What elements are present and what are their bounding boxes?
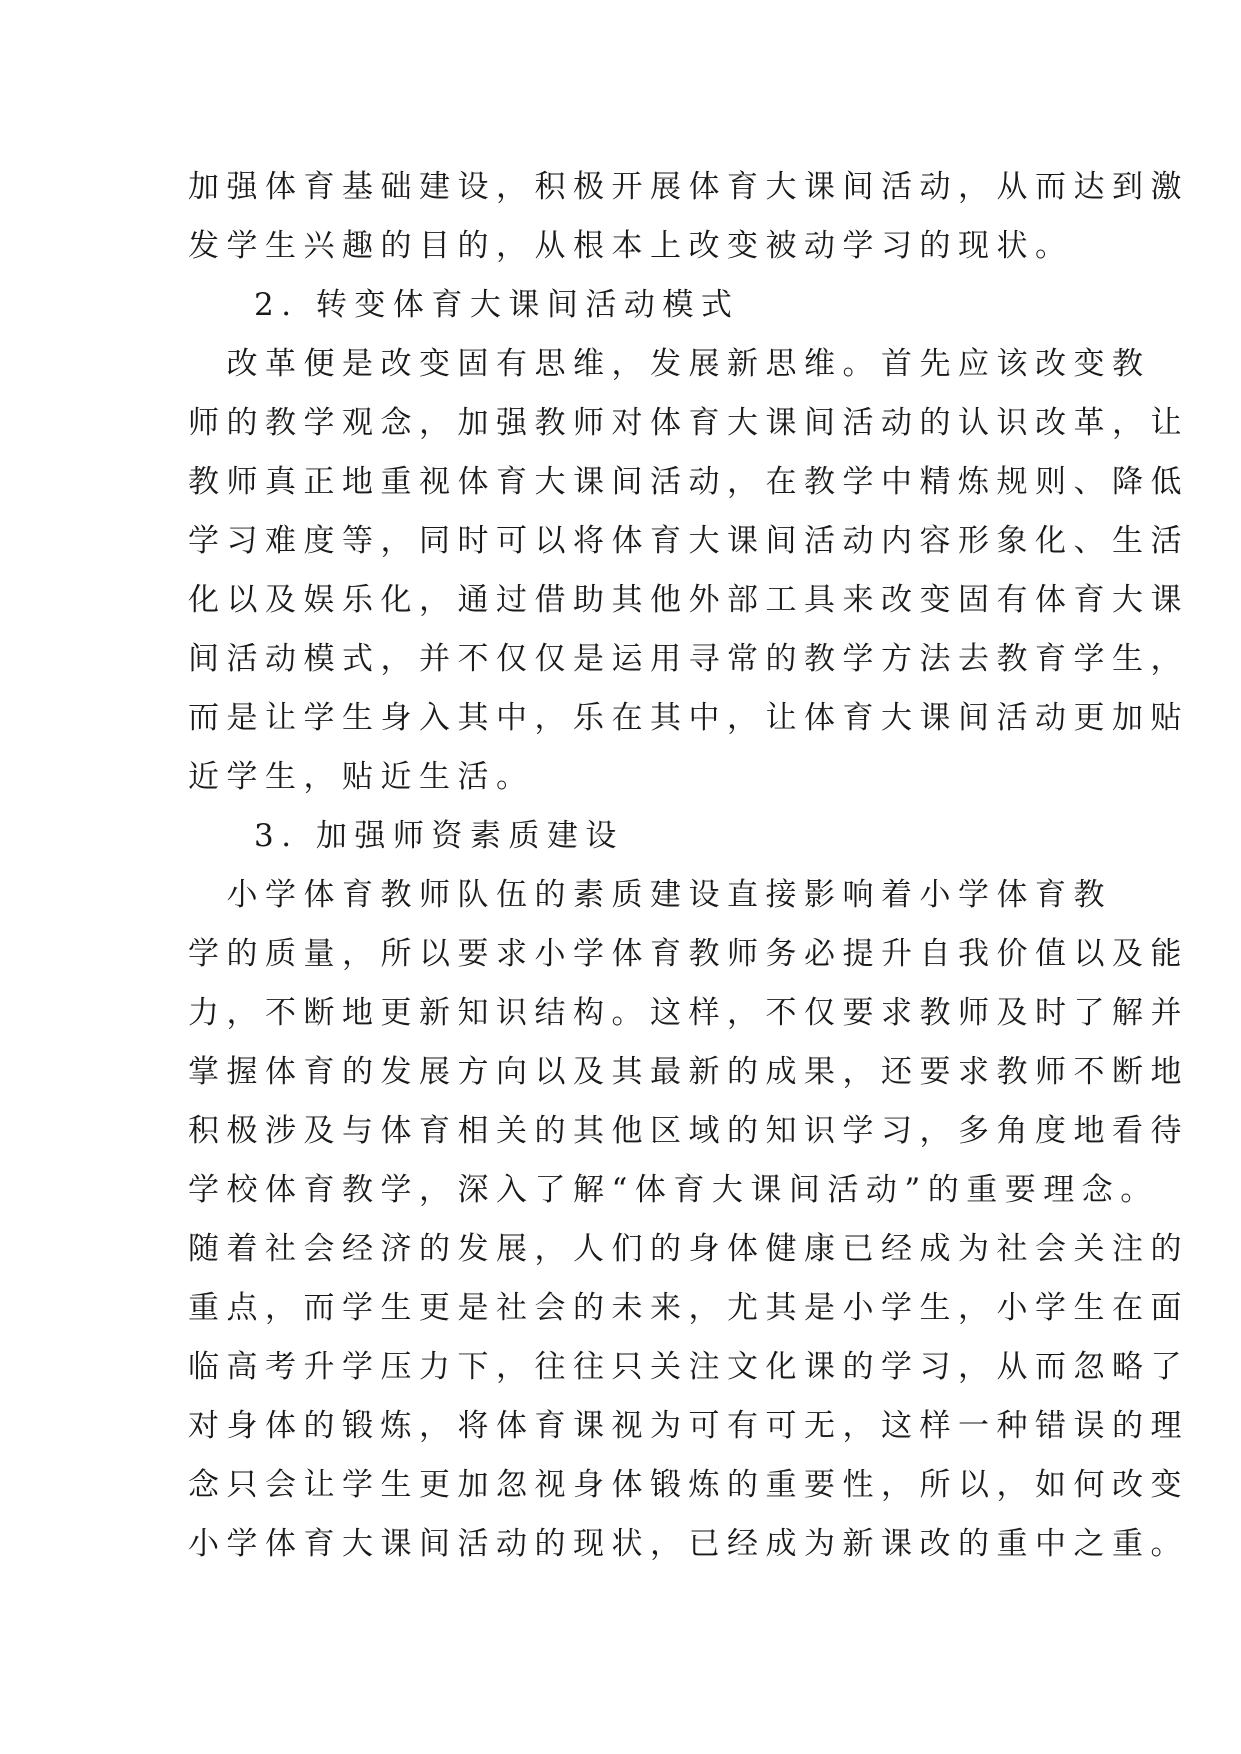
text-line: 小学体育教师队伍的素质建设直接影响着小学体育教 [188, 877, 1112, 913]
section-heading-3: 3. 加强师资素质建设 [254, 818, 624, 854]
text-line: 学校体育教学，深入了解“体育大课间活动”的重要理念。 [188, 1172, 1159, 1208]
text-line: 重点，而学生更是社会的未来，尤其是小学生，小学生在面 [188, 1290, 1189, 1326]
text-line: 念只会让学生更加忽视身体锻炼的重要性，所以，如何改变 [188, 1467, 1189, 1503]
text-line: 学的质量，所以要求小学体育教师务必提升自我价值以及能 [188, 936, 1189, 972]
text-line: 小学体育大课间活动的现状，已经成为新课改的重中之重。 [188, 1526, 1189, 1562]
text-line: 改革便是改变固有思维，发展新思维。首先应该改变教 [188, 346, 1151, 382]
text-line: 间活动模式，并不仅仅是运用寻常的教学方法去教育学生， [188, 641, 1189, 677]
text-line: 近学生，贴近生活。 [188, 759, 535, 795]
text-line: 力，不断地更新知识结构。这样，不仅要求教师及时了解并 [188, 995, 1189, 1031]
text-line: 对身体的锻炼，将体育课视为可有可无，这样一种错误的理 [188, 1408, 1189, 1444]
text-line: 发学生兴趣的目的，从根本上改变被动学习的现状。 [188, 228, 1074, 264]
text-line: 临高考升学压力下，往往只关注文化课的学习，从而忽略了 [188, 1349, 1189, 1385]
document-body [188, 158, 1189, 1574]
text-line: 师的教学观念，加强教师对体育大课间活动的认识改革，让 [188, 405, 1189, 441]
text-line: 积极涉及与体育相关的其他区域的知识学习，多角度地看待 [188, 1113, 1189, 1149]
text-line: 掌握体育的发展方向以及其最新的成果，还要求教师不断地 [188, 1054, 1189, 1090]
section-heading-2: 2. 转变体育大课间活动模式 [254, 287, 740, 323]
text-line: 教师真正地重视体育大课间活动，在教学中精炼规则、降低 [188, 464, 1189, 500]
text-line: 学习难度等，同时可以将体育大课间活动内容形象化、生活 [188, 523, 1189, 559]
text-line: 而是让学生身入其中，乐在其中，让体育大课间活动更加贴 [188, 700, 1189, 736]
text-line: 随着社会经济的发展，人们的身体健康已经成为社会关注的 [188, 1231, 1189, 1267]
text-line: 加强体育基础建设，积极开展体育大课间活动，从而达到激 [188, 169, 1189, 205]
text-line: 化以及娱乐化，通过借助其他外部工具来改变固有体育大课 [188, 582, 1189, 618]
